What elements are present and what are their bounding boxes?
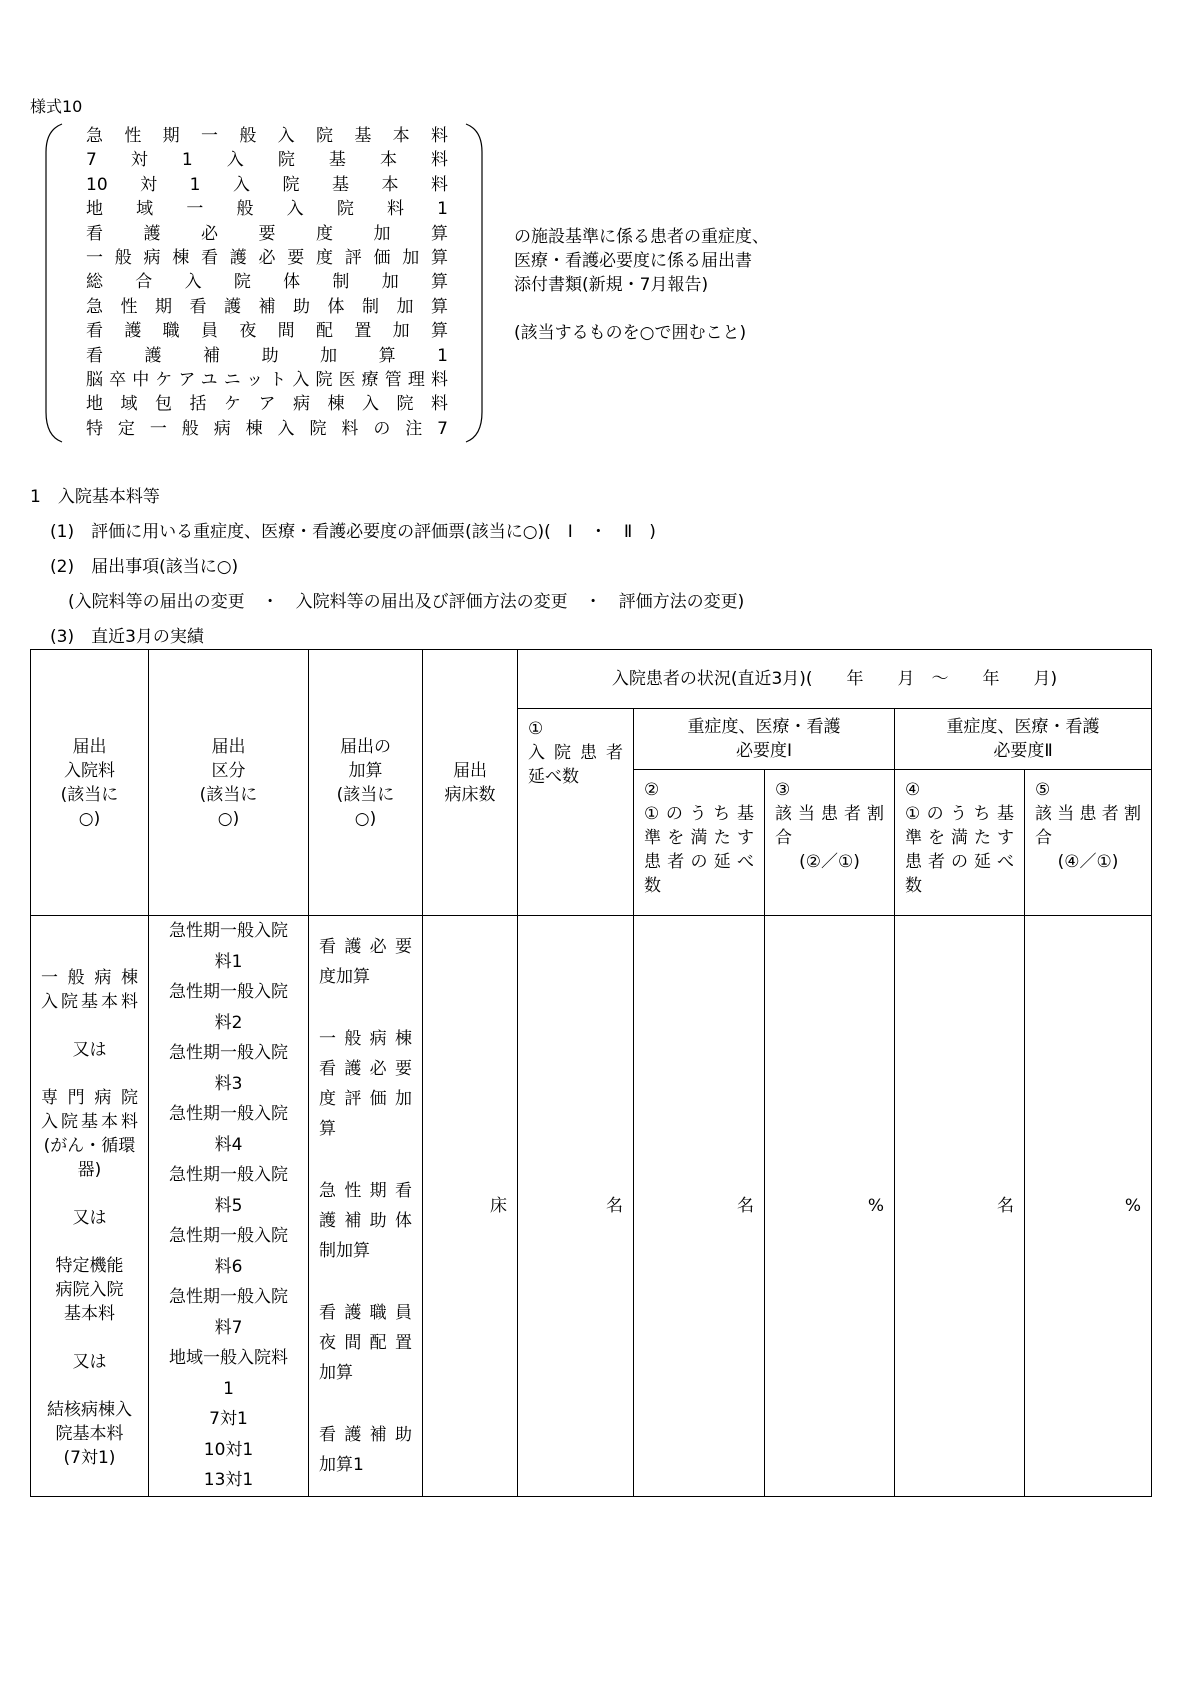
header-additions: 届出の 加算 (該当に ○) [309, 650, 423, 916]
bracket-item: 地域一般入院料1 [86, 199, 448, 220]
bracket-item: 急性期看護補助体制加算 [86, 296, 448, 317]
qualified-patients-1-cell[interactable]: 名 [634, 916, 765, 1497]
header-total-patients: ① 入院患者 延べ数 [518, 709, 634, 916]
addition-option[interactable]: 急性期看 [319, 1180, 412, 1201]
bracket-item-list [86, 124, 448, 441]
category-option[interactable]: 急性期一般入院 [169, 1226, 288, 1246]
category-option[interactable]: 7対1 [209, 1409, 248, 1429]
addition-option[interactable]: 看護必要 [319, 936, 412, 957]
category-option[interactable]: 急性期一般入院 [169, 921, 288, 941]
option-specialized-hospital[interactable]: 専門病院 [41, 1087, 138, 1108]
total-patients-cell[interactable]: 名 [518, 916, 634, 1497]
document-title-line1: の施設基準に係る患者の重症度、 [514, 227, 769, 247]
addition-option[interactable]: 看護職員 [319, 1302, 412, 1323]
bracket-item: 看護職員夜間配置加算 [86, 321, 448, 342]
category-option[interactable]: 急性期一般入院 [169, 1165, 288, 1185]
section-title: 1 入院基本料等 [30, 487, 160, 507]
category-option[interactable]: 13対1 [203, 1470, 254, 1490]
header-patient-status: 入院患者の状況(直近3月)( 年 月 ～ 年 月) [518, 650, 1152, 709]
header-category: 届出 区分 (該当に ○) [149, 650, 309, 916]
category-option[interactable]: 10対1 [203, 1439, 254, 1460]
category-option[interactable]: 急性期一般入院 [169, 1287, 288, 1307]
option-general-ward[interactable]: 一般病棟 [41, 967, 138, 988]
header-ratio-2: ⑤ 該当患者割 合 (④／①) [1025, 770, 1152, 916]
header-ratio-1: ③ 該当患者割 合 (②／①) [765, 770, 895, 916]
form-number: 様式10 [30, 97, 83, 116]
header-severity-2: 重症度、医療・看護 必要度Ⅱ [895, 709, 1152, 770]
bracket-item: 10対1入院基本料 [86, 174, 448, 195]
bracket-item: 脳卒中ケアユニット入院医療管理料 [86, 369, 448, 390]
addition-options: 看護必要 度加算 一般病棟 看護必要 度評価加 算 急性期看 護補助体 制加算 看護職員 夜間配置 加算 看護補助 加算1 [309, 916, 423, 1497]
bracket-item: 地域包括ケア病棟入院料 [86, 394, 448, 415]
header-admission-fee: 届出 入院料 (該当に ○) [31, 650, 149, 916]
circle-instruction: (該当するものを○で囲むこと) [514, 323, 747, 343]
ratio-1-cell[interactable]: % [765, 916, 895, 1497]
evaluation-sheet-item: (1) 評価に用いる重症度、医療・看護必要度の評価票(該当に○)( Ⅰ ・ Ⅱ ) [50, 522, 656, 542]
header-bed-count: 届出 病床数 [423, 650, 518, 916]
document-title-line2: 医療・看護必要度に係る届出書 [514, 251, 752, 271]
bracket-item: 一般病棟看護必要度評価加算 [86, 247, 448, 268]
admission-fee-options: 一般病棟 入院基本料 又は 専門病院 入院基本料 (がん・循環 器) 又は 特定機能 病院入院 基本料 又は 結核病棟入 院基本料 (7対1) [31, 916, 149, 1497]
option-special-function-hospital[interactable]: 特定機能 [55, 1255, 124, 1276]
header-qualified-patients-2: ④ ①のうち基 準を満たす 患者の延べ 数 [895, 770, 1025, 916]
bracket-item: 急性期一般入院基本料 [86, 126, 448, 146]
category-option[interactable]: 急性期一般入院 [169, 982, 288, 1002]
notification-item: (2) 届出事項(該当に○) [50, 557, 239, 577]
bracket-item: 7対1入院基本料 [86, 150, 448, 171]
qualified-patients-2-cell[interactable]: 名 [895, 916, 1025, 1497]
bracket-item: 総合入院体制加算 [86, 272, 448, 293]
header-qualified-patients-1: ② ①のうち基 準を満たす 患者の延べ 数 [634, 770, 765, 916]
addition-option[interactable]: 看護補助 [319, 1424, 412, 1445]
category-option[interactable]: 急性期一般入院 [169, 1043, 288, 1063]
bracket-item: 看護補助加算1 [86, 345, 448, 366]
document-title-line3: 添付書類(新規・7月報告) [514, 275, 709, 295]
bracket-item: 特定一般病棟入院料の注7 [86, 418, 448, 439]
results-table [30, 649, 1152, 1497]
bed-count-cell[interactable]: 床 [423, 916, 518, 1497]
option-tuberculosis-ward[interactable]: 結核病棟入 [47, 1399, 132, 1420]
recent-results-item: (3) 直近3月の実績 [50, 627, 204, 647]
bracket-item: 看護必要度加算 [86, 223, 448, 244]
notification-options: (入院料等の届出の変更 ・ 入院料等の届出及び評価方法の変更 ・ 評価方法の変更) [68, 592, 745, 612]
ratio-2-cell[interactable]: % [1025, 916, 1152, 1497]
header-severity-1: 重症度、医療・看護 必要度Ⅰ [634, 709, 895, 770]
category-options: 急性期一般入院 料1 急性期一般入院 料2 急性期一般入院 料3 急性期一般入院 料4 急性期一般入院 料5 急性期一般入院 料6 急性期一般入院 料7 地域一般入院料 1 7対1 10対1 13対1 [149, 916, 309, 1497]
category-option[interactable]: 急性期一般入院 [169, 1104, 288, 1124]
category-option[interactable]: 地域一般入院料 [169, 1348, 288, 1368]
addition-option[interactable]: 一般病棟 [319, 1028, 412, 1049]
